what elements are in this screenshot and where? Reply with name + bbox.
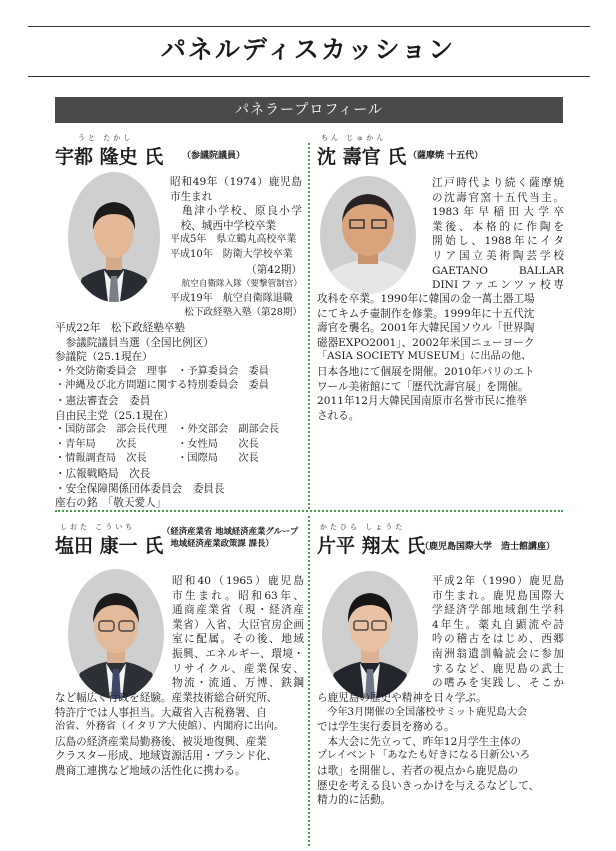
bio-line: 治省、外務省（イタリア大使館）、内閣府に出向。 bbox=[55, 721, 285, 733]
bio-line: ら鹿児島の歴史や精神を日々学ぶ。 bbox=[317, 692, 487, 704]
bio-line: 1983年早稲田大学卒 bbox=[432, 206, 564, 219]
bio-line: 物流・流通、万博、鉄鋼 bbox=[172, 677, 304, 690]
panelist-name: 塩田 康一 氏 bbox=[55, 535, 164, 557]
bio-line: は歌」を開催し、若者の視点から鹿児島の bbox=[317, 764, 519, 777]
bio-line: 亀津小学校、原良小学 bbox=[170, 205, 302, 218]
panelist-bio-upper bbox=[172, 574, 304, 691]
name-ruby: うと たかし bbox=[78, 134, 134, 142]
bio-line: 日本各地にて個展を開催。2010年パリのエト bbox=[317, 365, 535, 378]
bio-line: ・外交防衛委員会 理事 ・予算委員会 委員 bbox=[55, 365, 269, 377]
bio-line: 平成2年（1990）鹿児島 bbox=[432, 575, 564, 587]
bio-line: される。 bbox=[317, 409, 360, 422]
bio-line: 平成5年 県立鶴丸高校卒業 bbox=[170, 234, 297, 246]
bio-line: 精力的に活動。 bbox=[317, 794, 392, 807]
bio-line: 室に配属。その後、地域 bbox=[172, 633, 304, 646]
bio-line: 参議院（25.1現在） bbox=[55, 351, 153, 364]
panelist-bio-lower bbox=[317, 292, 564, 423]
bio-line: では学生実行委員を務める。 bbox=[317, 721, 455, 734]
panelist-affiliation bbox=[162, 525, 298, 549]
bio-line: 松下政経塾入塾（第28期） bbox=[184, 307, 302, 319]
bio-line: の沈壽官窯十五代当主。 bbox=[432, 191, 564, 204]
affiliation-line: （経済産業省 地域経済産業グループ bbox=[162, 526, 299, 536]
bio-line: 自由民主党（25.1現在） bbox=[55, 409, 174, 422]
bio-line: 座右の銘 「敬天愛人」 bbox=[55, 497, 167, 510]
bio-line: の嗜みを実践し、そこか bbox=[432, 677, 564, 690]
bio-line: 校、城西中学校卒業 bbox=[170, 219, 276, 232]
bio-line: 平成19年 航空自衛隊退職 bbox=[170, 292, 293, 304]
bio-line: 振興、エネルギー、環境・ bbox=[172, 647, 304, 660]
title-rule bbox=[28, 76, 590, 77]
bio-line: （第42期） bbox=[246, 263, 302, 276]
bio-line: 2011年12月大韓民国南原市名誉市民に推挙 bbox=[317, 395, 527, 408]
bio-line: リア国立美術陶芸学校 bbox=[432, 249, 564, 262]
panelist-photo bbox=[320, 176, 416, 294]
bio-line: ・広報戦略局 次長 bbox=[55, 467, 151, 480]
column-divider-bottom bbox=[308, 516, 310, 846]
panelist-affiliation: （鹿児島国際大学 造士館講座） bbox=[420, 542, 556, 552]
bio-line: 市生まれ bbox=[170, 190, 213, 203]
panelist-bio-upper bbox=[170, 175, 302, 321]
bio-line: など幅広く行政を経験。産業技術総合研究所、 bbox=[55, 692, 278, 704]
bio-line: 通商産業省（現・経済産 bbox=[172, 604, 304, 617]
bio-line: 市生まれ。昭和63年、 bbox=[172, 589, 304, 602]
bio-line: ・沖縄及び北方問題に関する特別委員会 委員 bbox=[55, 380, 269, 392]
bio-line: 航空自衛隊入隊（要撃管制官） bbox=[181, 279, 302, 290]
panelist-name: 宇都 隆史 氏 bbox=[55, 146, 164, 168]
panelist-bio-lower bbox=[55, 321, 305, 511]
bio-line: 平成22年 松下政経塾卒塾 bbox=[55, 322, 186, 334]
bio-line: 平成10年 防衛大学校卒業 bbox=[170, 248, 293, 260]
bio-line: ・安全保障関係団体委員会 委員長 bbox=[55, 482, 225, 495]
bio-line: 江戸時代より続く薩摩焼 bbox=[432, 177, 564, 189]
bio-line: 磁器EXPO2001」、2002年米国ニューヨーク bbox=[317, 336, 535, 349]
bio-line: リサイクル、産業保安、 bbox=[172, 662, 304, 675]
bio-line: 業後、本格的に作陶を bbox=[432, 220, 564, 233]
panelist-affiliation: （薩摩焼 十五代） bbox=[408, 151, 484, 161]
bio-line: 4年生。薬丸自顕流や詩 bbox=[432, 618, 564, 631]
bio-line: クラスター形成、地域資源活用・ブランド化、 bbox=[55, 750, 278, 763]
bio-line: ワール美術館にて「歴代沈壽官展」を開催。 bbox=[317, 380, 529, 393]
bio-line: 本大会に先立って、昨年12月学生主体の bbox=[317, 735, 521, 748]
name-ruby: かたひら しょうた bbox=[320, 523, 406, 531]
panelist-photo bbox=[68, 569, 164, 699]
bio-line: GAETANO BALLAR bbox=[432, 264, 564, 277]
bio-line: 昭和40（1965）鹿児島 bbox=[172, 575, 304, 587]
bio-line: 壽官を襲名。2001年大韓民国ソウル「世界陶 bbox=[317, 322, 535, 335]
bio-line: 吟の稽古をはじめ、西郷 bbox=[432, 633, 564, 646]
name-ruby: ちん じゅかん bbox=[321, 134, 387, 142]
bio-line: ・青年局 次長 ・女性局 次長 bbox=[55, 438, 259, 450]
section-banner: パネラープロフィール bbox=[55, 97, 563, 123]
affiliation-line: 地域経済産業政策課 課長） bbox=[162, 538, 274, 548]
bio-line: ・国防部会 部会長代理 ・外交部会 副部会長 bbox=[55, 424, 280, 436]
bio-line: するなど、鹿児島の武士 bbox=[432, 662, 564, 675]
panelist-bio-upper bbox=[432, 574, 564, 691]
bio-line: 市生まれ。鹿児島国際大 bbox=[432, 589, 564, 602]
panelist-photo bbox=[322, 571, 418, 699]
panelist-name: 片平 翔太 氏 bbox=[317, 535, 426, 557]
bio-line: 攻科を卒業。1990年に韓国の金一萬土器工場 bbox=[317, 293, 535, 305]
panelist-affiliation: （参議院議員） bbox=[182, 151, 246, 161]
column-divider-top bbox=[308, 143, 310, 509]
bio-line: ・憲法審査会 委員 bbox=[55, 394, 151, 407]
bio-line: 歴史を考える良いきっかけを与えるなどして、 bbox=[317, 779, 540, 792]
bio-line: 「ASIA SOCIETY MUSEUM」に出品の他、 bbox=[317, 351, 532, 363]
top-rule bbox=[28, 26, 590, 27]
bio-line: 広島の経済産業局勤務後、被災地復興、産業 bbox=[55, 735, 267, 748]
bio-line: 昭和49年（1974）鹿児島 bbox=[170, 176, 302, 188]
bio-line: 学経済学部地域創生学科 bbox=[432, 604, 564, 617]
bio-line: DINIファエンツァ校専 bbox=[432, 279, 564, 292]
bio-line: にてキムチ壷制作を修業。1999年に十五代沈 bbox=[317, 307, 535, 320]
bio-line: 開始し、1988年にイタ bbox=[432, 235, 564, 248]
bio-line: 今年3月開催の全国藩校サミット鹿児島大会 bbox=[317, 706, 528, 718]
panelist-name: 沈 壽官 氏 bbox=[317, 146, 407, 168]
bio-line: 特許庁では人事担当。大蔵省入吉税務署、自 bbox=[55, 706, 267, 719]
panelist-bio-lower bbox=[55, 691, 305, 779]
panelist-bio-upper bbox=[432, 176, 564, 293]
bio-line: 業省）入省、大臣官房企画 bbox=[172, 618, 304, 631]
panelist-photo bbox=[68, 172, 160, 302]
panelist-bio-lower bbox=[317, 691, 564, 808]
page-title: パネルディスカッション bbox=[160, 35, 456, 64]
bio-line: プレイベント「あなたも好きになる日新公いろ bbox=[317, 750, 531, 762]
bio-line: 南洲翁遺訓輪読会に参加 bbox=[432, 647, 564, 660]
name-ruby: しおた こういち bbox=[60, 523, 136, 531]
bio-line: 農商工連携など地域の活性化に携わる。 bbox=[55, 764, 246, 777]
bio-line: 参議院議員当選（全国比例区） bbox=[55, 336, 214, 349]
bio-line: ・情報調査局 次長 ・国際局 次長 bbox=[55, 453, 259, 465]
